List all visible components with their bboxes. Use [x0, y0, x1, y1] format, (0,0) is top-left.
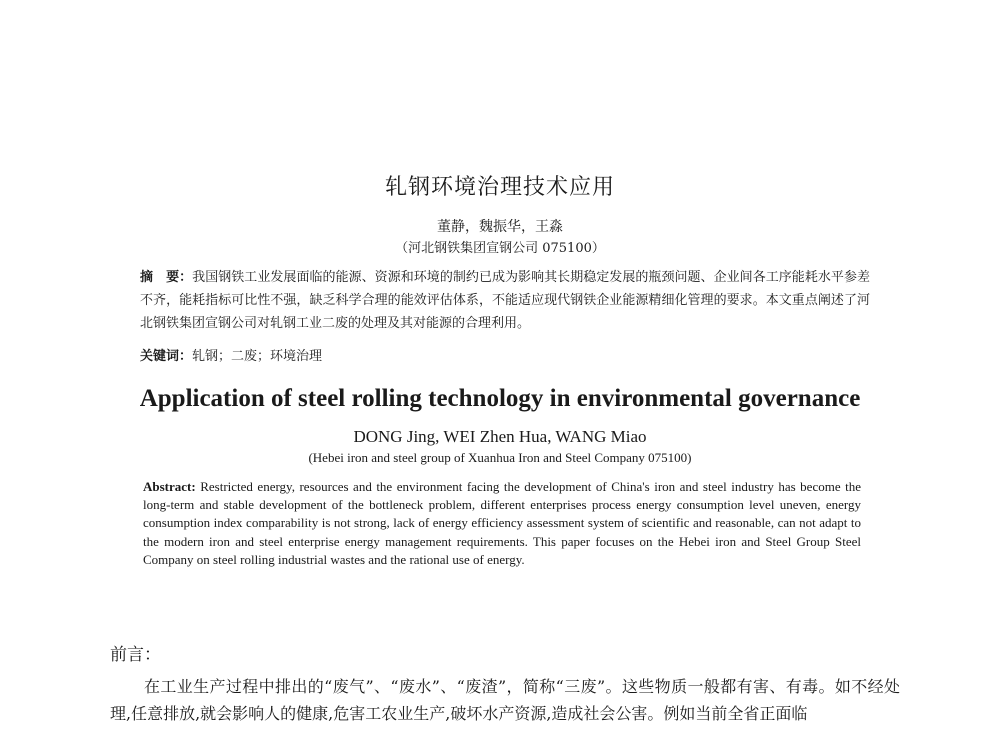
chinese-affiliation: （河北钢铁集团宣钢公司 075100）: [395, 241, 605, 256]
chinese-abstract: [140, 266, 870, 335]
english-title: Application of steel rolling technology in environmental governance: [139, 385, 861, 412]
english-abstract-text: Restricted energy, resources and the environment facing the development of China's iron and steel industry has become the long-term and stable development of the bottleneck problem, different enterprises process energy consumption level uneven, energy consumption index comparability is not strong, lack of energy efficiency assessment system of scientific and reasonable, can not adapt to the modern iron and steel enterprise energy management requirements. This paper focuses on the Hebei iron and Steel Group Steel Company on steel rolling industrial wastes and the rational use of energy.: [143, 479, 861, 567]
english-affiliation: (Hebei iron and steel group of Xuanhua Iron and Steel Company 075100): [308, 450, 692, 465]
chinese-keywords-label: 关键词：: [140, 349, 193, 364]
chinese-abstract-text: 我国钢铁工业发展面临的能源、资源和环境的制约已成为影响其长期稳定发展的瓶颈问题、企业间各工序能耗水平参差不齐，能耗指标可比性不强，缺乏科学合理的能效评估体系，不能适应现代钢铁企业能源精细化管理的要求。本文重点阐述了河北钢铁集团宣钢公司对轧钢工业二废的处理及其对能源的合理利用。: [140, 270, 870, 331]
english-authors: DONG Jing, WEI Zhen Hua, WANG Miao: [353, 427, 647, 446]
preface-heading: 前言：: [110, 645, 161, 665]
chinese-abstract-label: 摘 要：: [140, 270, 193, 285]
english-abstract: [143, 478, 861, 569]
chinese-keywords-text: 轧钢；二废；环境治理: [192, 349, 323, 364]
english-abstract-label: Abstract:: [143, 479, 196, 494]
body-paragraph: 在工业生产过程中排出的“废气”、“废水”、“废渣”，简称“三废”。这些物质一般都有害、有毒。如不经处理,任意排放,就会影响人的健康,危害工农业生产,破坏水产资源,造成社会公害。例如当前全省正面临: [110, 677, 900, 723]
chinese-keywords: [140, 345, 322, 364]
chinese-authors: 董静，魏振华，王淼: [437, 219, 563, 235]
chinese-title: 轧钢环境治理技术应用: [384, 175, 615, 200]
